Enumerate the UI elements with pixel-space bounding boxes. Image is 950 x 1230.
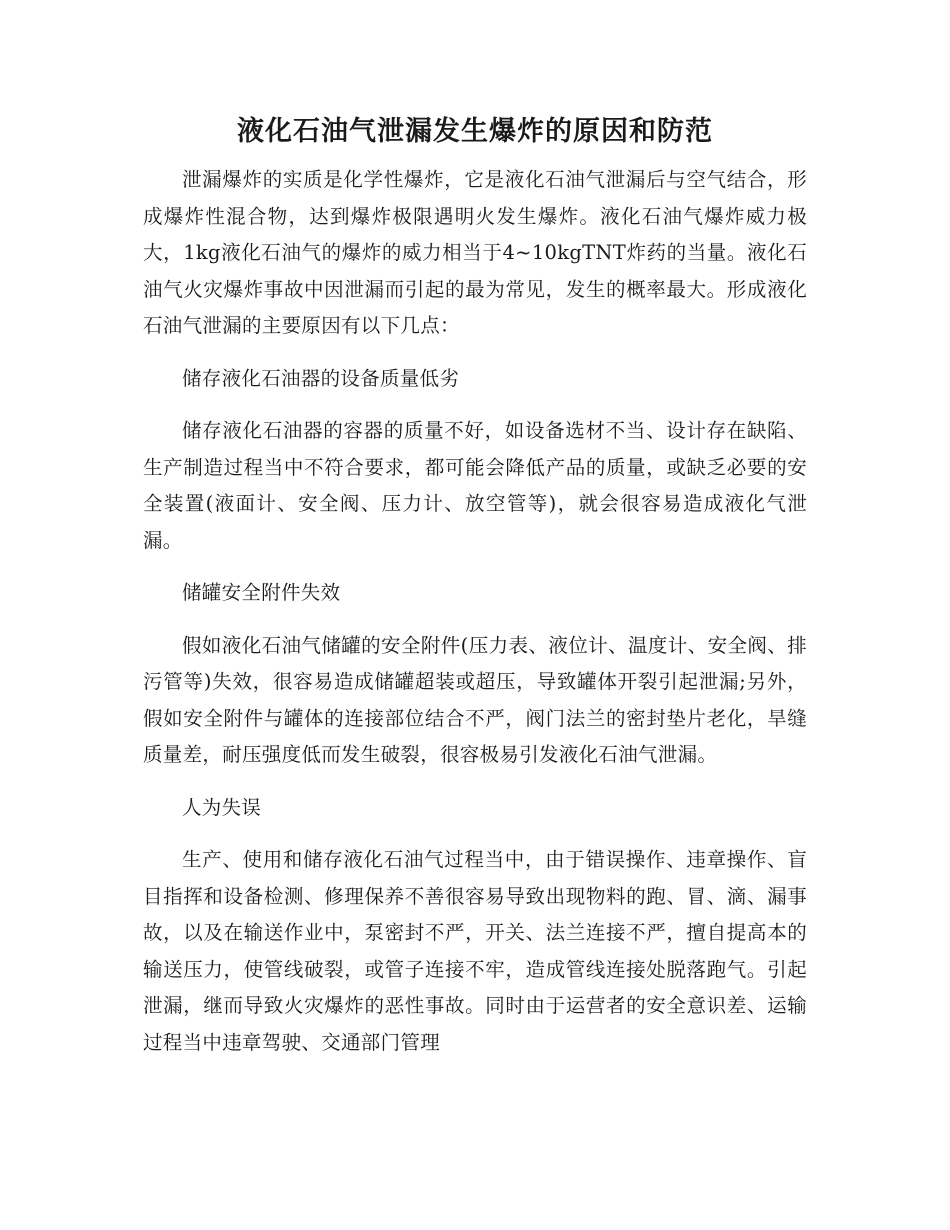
intro-paragraph: 泄漏爆炸的实质是化学性爆炸，它是液化石油气泄漏后与空气结合，形成爆炸性混合物，达到爆炸极限遇明火发生爆炸。液化石油气爆炸威力极大，1kg液化石油气的爆炸的威力相当于4~10kgTNT炸药的当量。液化石油气火灾爆炸事故中因泄漏而引起的最为常见，发生的概率最大。形成液化石油气泄漏的主要原因有以下几点： bbox=[143, 168, 807, 337]
human-error-paragraph: 生产、使用和储存液化石油气过程当中，由于错误操作、违章操作、盲目指挥和设备检测、修理保养不善很容易导致出现物料的跑、冒、滴、漏事故，以及在输送作业中，泵密封不严，开关、法兰连接不严，擅自提高本的输送压力，使管线破裂，或管子连接不牢，造成管线连接处脱落跑气。引起泄漏，继而导致火灾爆炸的恶性事故。同时由于运营者的安全意识差、运输过程当中违章驾驶、交通部门管理 bbox=[143, 848, 807, 1054]
section-heading-safety-accessories: 储罐安全附件失效 bbox=[182, 581, 341, 604]
safety-accessories-paragraph: 假如液化石油气储罐的安全附件(压力表、液位计、温度计、安全阀、排污管等)失效，很容易造成储罐超装或超压，导致罐体开裂引起泄漏;另外，假如安全附件与罐体的连接部位结合不严，阀门法兰的密封垫片老化，旱缝质量差，耐压强度低而发生破裂，很容极易引发液化石油气泄漏。 bbox=[143, 633, 807, 766]
document-title: 液化石油气泄漏发生爆炸的原因和防范 bbox=[237, 116, 713, 147]
equipment-quality-paragraph: 储存液化石油器的容器的质量不好，如设备选材不当、设计存在缺陷、生产制造过程当中不符合要求，都可能会降低产品的质量，或缺乏必要的安全装置(液面计、安全阀、压力计、放空管等)，就会很容易造成液化气泄漏。 bbox=[143, 419, 807, 552]
section-heading-equipment-quality: 储存液化石油器的设备质量低劣 bbox=[182, 366, 460, 390]
section-heading-human-error: 人为失误 bbox=[182, 795, 262, 819]
